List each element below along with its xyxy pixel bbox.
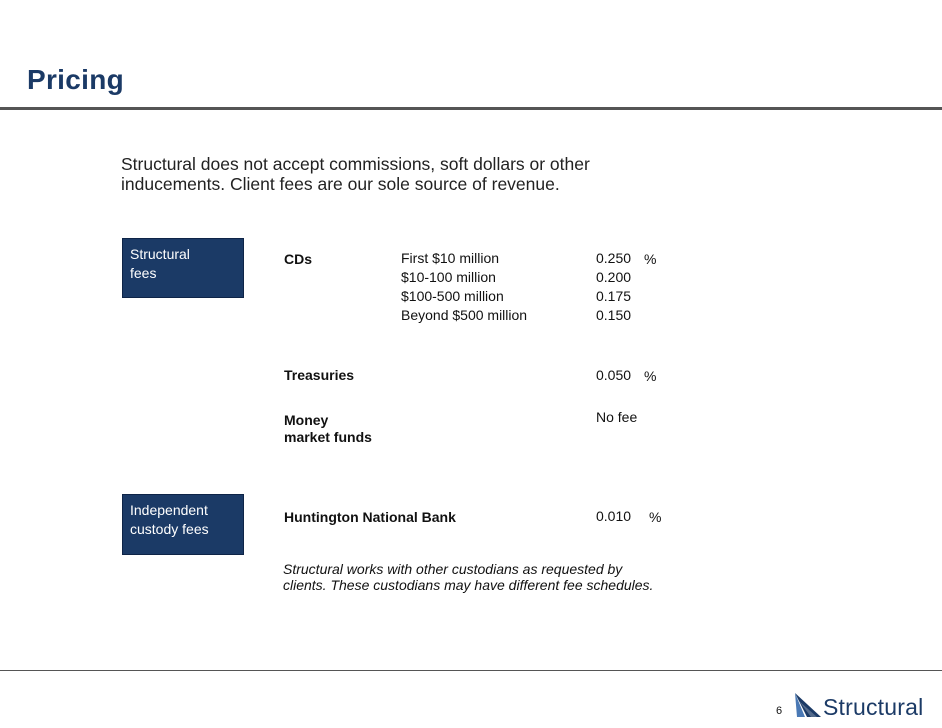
money-market-rate: No fee	[596, 409, 638, 425]
custodian-note	[283, 561, 723, 593]
cd-tier-rate: 0.175	[596, 288, 632, 304]
treasuries-percent-unit: %	[644, 368, 657, 384]
custodian-bank-label: Huntington National Bank	[284, 509, 456, 525]
cd-tier-range: $10-100 million	[401, 269, 496, 285]
cds-label: CDs	[284, 251, 313, 267]
cd-tier-rate: 0.250	[596, 250, 632, 266]
cd-tier-range: First $10 million	[401, 250, 500, 266]
structural-fees-label-2: fees	[130, 265, 157, 281]
structural-fees-label-1: Structural	[130, 246, 190, 262]
intro-line-2: inducements. Client fees are our sole source of revenue.	[121, 174, 560, 194]
cd-tier-range: Beyond $500 million	[401, 307, 528, 323]
cd-tier-rate: 0.200	[596, 269, 632, 285]
treasuries-label: Treasuries	[284, 367, 355, 383]
money-market-label-1: Money	[284, 412, 329, 428]
custody-fees-box	[122, 494, 244, 555]
bottom-divider	[0, 670, 942, 671]
custody-fees-label-1: Independent	[130, 502, 208, 518]
treasuries-rate: 0.050	[596, 367, 632, 383]
structural-fees-box	[122, 238, 244, 298]
intro-text	[121, 154, 681, 194]
page-number: 6	[776, 705, 783, 717]
money-market-label	[284, 412, 372, 446]
structural-logo-text: Structural	[823, 694, 924, 720]
structural-logo-icon	[793, 691, 823, 719]
cd-tier-range: $100-500 million	[401, 288, 504, 304]
cd-percent-unit: %	[644, 251, 657, 267]
top-divider	[0, 107, 942, 110]
page-title: Pricing	[27, 64, 125, 95]
custodian-percent-unit: %	[649, 509, 662, 525]
money-market-label-2: market funds	[284, 429, 372, 445]
custodian-note-line-2: clients. These custodians may have different fee schedules.	[283, 577, 654, 593]
intro-line-1: Structural does not accept commissions, soft dollars or other	[121, 154, 590, 174]
custodian-bank-rate: 0.010	[596, 508, 632, 524]
cd-tier-rate: 0.150	[596, 307, 632, 323]
custodian-note-line-1: Structural works with other custodians as requested by	[283, 561, 623, 577]
custody-fees-label-2: custody fees	[130, 521, 209, 537]
